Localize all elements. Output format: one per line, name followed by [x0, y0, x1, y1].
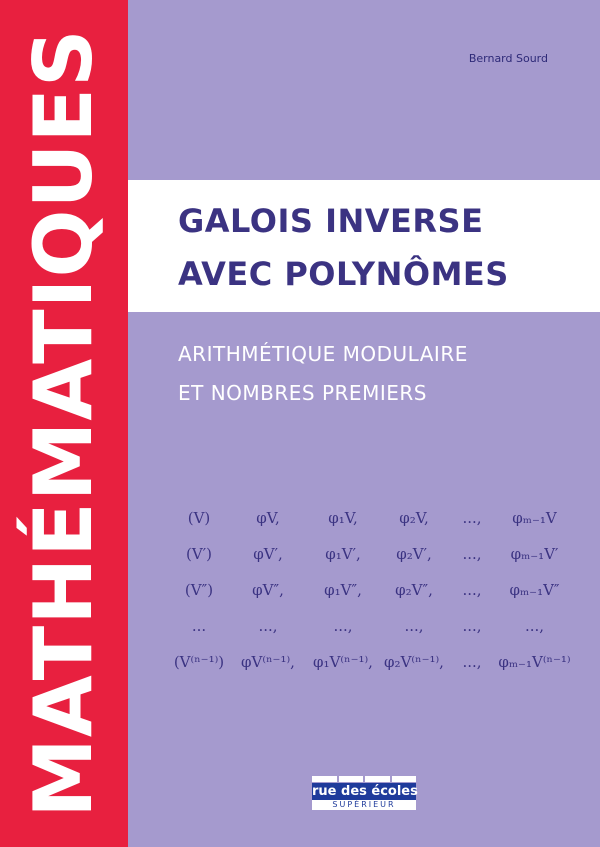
matrix-cell: ..., [333, 617, 353, 635]
matrix-cell: (V) [187, 509, 211, 527]
matrix-cell: φ₂V, [399, 509, 429, 527]
spine-band [0, 0, 128, 847]
spine-title: MATHÉMATIQUES [17, 28, 110, 818]
matrix-cell: φV⁽ⁿ⁻¹⁾, [241, 653, 295, 671]
logo-stripes-icon [312, 776, 416, 782]
matrix-cell: φV, [256, 509, 280, 527]
matrix-cell: (V⁽ⁿ⁻¹⁾) [173, 653, 225, 671]
matrix-cell: φ₁V⁽ⁿ⁻¹⁾, [313, 653, 373, 671]
matrix-cell: ... [191, 617, 207, 635]
matrix-cell: φ₁V, [328, 509, 358, 527]
publisher-logo [312, 776, 416, 810]
matrix-cell: ..., [462, 581, 482, 599]
matrix-cell: φV″, [252, 581, 284, 599]
matrix-cell: φV′, [253, 545, 283, 563]
subtitle-line-1: ARITHMÉTIQUE MODULAIRE [178, 342, 468, 366]
matrix-cell: ..., [404, 617, 424, 635]
title-line-1: GALOIS INVERSE [178, 202, 484, 240]
publisher-collection: SUPÉRIEUR [312, 800, 416, 810]
subtitle-line-2: ET NOMBRES PREMIERS [178, 381, 427, 405]
author-name: Bernard Sourd [468, 52, 548, 65]
matrix-row [170, 536, 575, 572]
matrix-cell: φₘ₋₁V′ [510, 545, 559, 563]
matrix-cell: φ₁V″, [324, 581, 362, 599]
matrix-row [170, 644, 575, 680]
matrix-cell: (V″) [184, 581, 214, 599]
publisher-name: rue des écoles [312, 784, 418, 799]
matrix-cell: ..., [462, 617, 482, 635]
matrix-row [170, 572, 575, 608]
matrix-cell: ..., [524, 617, 545, 635]
matrix-row [170, 608, 575, 644]
matrix-row [170, 500, 575, 536]
matrix-cell: φ₂V″, [395, 581, 433, 599]
matrix-cell: (V′) [186, 545, 212, 563]
matrix-cell: φ₂V⁽ⁿ⁻¹⁾, [384, 653, 444, 671]
formula-matrix [170, 500, 575, 680]
matrix-cell: ..., [258, 617, 278, 635]
matrix-cell: φₘ₋₁V [512, 509, 557, 527]
matrix-cell: ..., [462, 509, 482, 527]
matrix-cell: φ₂V′, [396, 545, 432, 563]
matrix-cell: ..., [462, 545, 482, 563]
matrix-cell: ..., [462, 653, 482, 671]
matrix-cell: φ₁V′, [325, 545, 361, 563]
title-line-2: AVEC POLYNÔMES [178, 255, 509, 293]
matrix-cell: φₘ₋₁V⁽ⁿ⁻¹⁾ [498, 653, 571, 671]
matrix-cell: φₘ₋₁V″ [509, 581, 560, 599]
